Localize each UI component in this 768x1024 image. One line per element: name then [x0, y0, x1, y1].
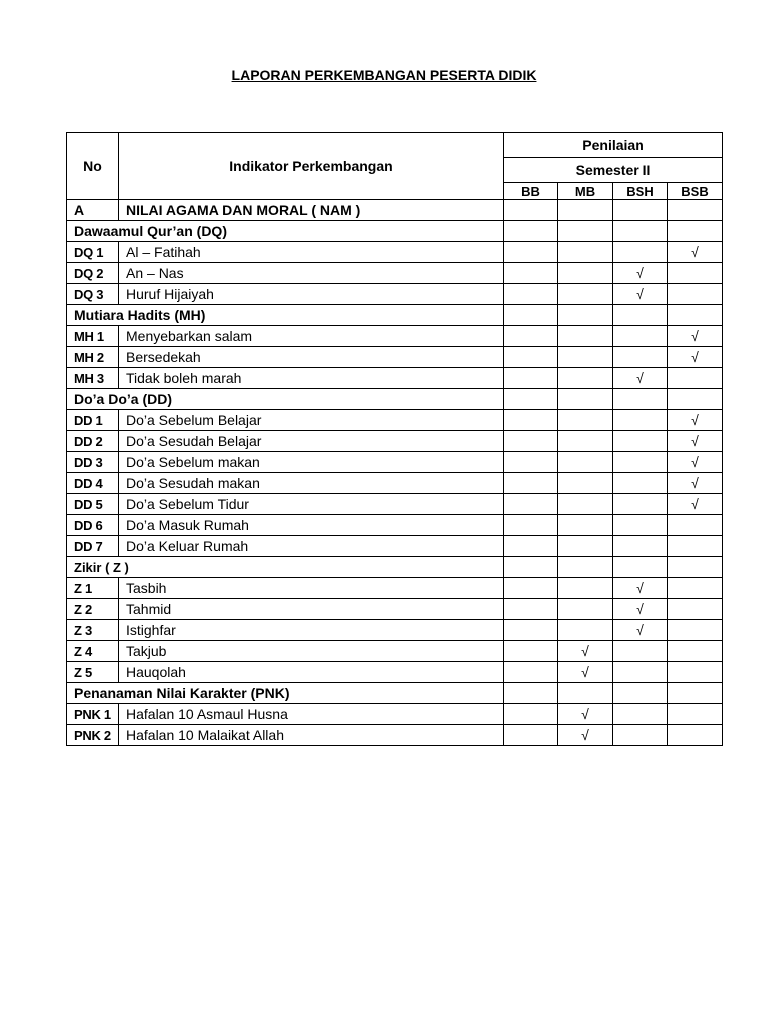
section-row [67, 221, 723, 242]
empty-cell [504, 557, 558, 578]
indicator-label: Istighfar [119, 620, 504, 641]
mark-cell-bsh [613, 284, 668, 305]
mark-cell-bb [504, 578, 558, 599]
mark-cell-bb [504, 326, 558, 347]
mark-cell-mb [558, 242, 613, 263]
mark-cell-bsb [668, 326, 723, 347]
header-indicator: Indikator Perkembangan [119, 133, 504, 200]
mark-cell-bsh [613, 347, 668, 368]
indicator-code: Z 1 [67, 578, 119, 599]
mark-cell-bsb [668, 515, 723, 536]
indicator-label: Huruf Hijaiyah [119, 284, 504, 305]
table-row [67, 641, 723, 662]
check-mark: √ [691, 327, 699, 344]
check-mark: √ [691, 348, 699, 365]
mark-cell-bsb [668, 599, 723, 620]
indicator-label: Hafalan 10 Malaikat Allah [119, 725, 504, 746]
table-row [67, 347, 723, 368]
empty-cell [668, 683, 723, 704]
mark-cell-bb [504, 641, 558, 662]
empty-cell [558, 200, 613, 221]
mark-cell-bsh [613, 515, 668, 536]
indicator-code: DD 4 [67, 473, 119, 494]
mark-cell-bsh [613, 704, 668, 725]
header-level-bsb: BSB [668, 183, 723, 200]
mark-cell-mb [558, 725, 613, 746]
mark-cell-mb [558, 641, 613, 662]
empty-cell [558, 305, 613, 326]
mark-cell-mb [558, 452, 613, 473]
indicator-label: Do’a Sesudah Belajar [119, 431, 504, 452]
check-mark: √ [636, 285, 644, 302]
mark-cell-bsb [668, 284, 723, 305]
indicator-label: Menyebarkan salam [119, 326, 504, 347]
indicator-code: MH 2 [67, 347, 119, 368]
mark-cell-bb [504, 725, 558, 746]
table-row [67, 368, 723, 389]
mark-cell-bsh [613, 473, 668, 494]
mark-cell-bsh [613, 662, 668, 683]
mark-cell-bsh [613, 620, 668, 641]
table-row [67, 326, 723, 347]
indicator-code: DD 1 [67, 410, 119, 431]
section-row [67, 557, 723, 578]
indicator-code: Z 5 [67, 662, 119, 683]
group-code: A [67, 200, 119, 221]
table-row [67, 410, 723, 431]
indicator-code: DQ 2 [67, 263, 119, 284]
indicator-label: Tidak boleh marah [119, 368, 504, 389]
header-row-penilaian [67, 133, 723, 158]
check-mark: √ [636, 264, 644, 281]
mark-cell-bsh [613, 494, 668, 515]
indicator-label: Do’a Masuk Rumah [119, 515, 504, 536]
mark-cell-bsb [668, 725, 723, 746]
table-row [67, 242, 723, 263]
mark-cell-bsb [668, 704, 723, 725]
check-mark: √ [691, 432, 699, 449]
mark-cell-bsb [668, 641, 723, 662]
mark-cell-bsb [668, 494, 723, 515]
table-row [67, 620, 723, 641]
mark-cell-bsh [613, 641, 668, 662]
mark-cell-bb [504, 242, 558, 263]
table-row [67, 473, 723, 494]
indicator-label: Hafalan 10 Asmaul Husna [119, 704, 504, 725]
check-mark: √ [636, 621, 644, 638]
mark-cell-bsb [668, 242, 723, 263]
assessment-table [66, 132, 723, 746]
mark-cell-bsh [613, 536, 668, 557]
mark-cell-mb [558, 431, 613, 452]
indicator-label: Hauqolah [119, 662, 504, 683]
table-row [67, 431, 723, 452]
check-mark: √ [691, 453, 699, 470]
indicator-code: DQ 1 [67, 242, 119, 263]
group-title: NILAI AGAMA DAN MORAL ( NAM ) [119, 200, 504, 221]
mark-cell-bb [504, 620, 558, 641]
mark-cell-mb [558, 578, 613, 599]
check-mark: √ [636, 600, 644, 617]
header-no: No [67, 133, 119, 200]
empty-cell [613, 389, 668, 410]
indicator-code: DD 6 [67, 515, 119, 536]
mark-cell-bsb [668, 662, 723, 683]
mark-cell-mb [558, 347, 613, 368]
section-title: Dawaamul Qur’an (DQ) [67, 221, 504, 242]
mark-cell-bb [504, 599, 558, 620]
table-row [67, 578, 723, 599]
mark-cell-mb [558, 368, 613, 389]
mark-cell-bsb [668, 452, 723, 473]
mark-cell-mb [558, 536, 613, 557]
mark-cell-mb [558, 599, 613, 620]
empty-cell [504, 389, 558, 410]
mark-cell-bsb [668, 368, 723, 389]
header-level-bsh: BSH [613, 183, 668, 200]
check-mark: √ [581, 726, 589, 743]
empty-cell [613, 683, 668, 704]
indicator-label: Do’a Keluar Rumah [119, 536, 504, 557]
mark-cell-bsb [668, 473, 723, 494]
mark-cell-bb [504, 473, 558, 494]
section-title: Do’a Do’a (DD) [67, 389, 504, 410]
indicator-code: Z 4 [67, 641, 119, 662]
table-row [67, 725, 723, 746]
mark-cell-bb [504, 284, 558, 305]
mark-cell-bsh [613, 263, 668, 284]
mark-cell-mb [558, 326, 613, 347]
indicator-label: Do’a Sebelum Tidur [119, 494, 504, 515]
check-mark: √ [581, 663, 589, 680]
table-row [67, 515, 723, 536]
mark-cell-bsh [613, 242, 668, 263]
group-row [67, 200, 723, 221]
indicator-label: Do’a Sesudah makan [119, 473, 504, 494]
indicator-code: DD 5 [67, 494, 119, 515]
mark-cell-bb [504, 536, 558, 557]
check-mark: √ [581, 642, 589, 659]
mark-cell-mb [558, 494, 613, 515]
check-mark: √ [691, 474, 699, 491]
indicator-code: MH 3 [67, 368, 119, 389]
indicator-label: An – Nas [119, 263, 504, 284]
mark-cell-bsh [613, 578, 668, 599]
mark-cell-bsh [613, 599, 668, 620]
mark-cell-bsh [613, 452, 668, 473]
mark-cell-bb [504, 431, 558, 452]
check-mark: √ [691, 495, 699, 512]
mark-cell-bsh [613, 410, 668, 431]
empty-cell [613, 221, 668, 242]
indicator-label: Bersedekah [119, 347, 504, 368]
empty-cell [558, 683, 613, 704]
indicator-code: PNK 1 [67, 704, 119, 725]
mark-cell-mb [558, 704, 613, 725]
mark-cell-bsb [668, 536, 723, 557]
indicator-code: DD 2 [67, 431, 119, 452]
empty-cell [558, 389, 613, 410]
indicator-label: Al – Fatihah [119, 242, 504, 263]
empty-cell [504, 305, 558, 326]
mark-cell-bb [504, 368, 558, 389]
empty-cell [613, 200, 668, 221]
indicator-code: Z 3 [67, 620, 119, 641]
indicator-label: Tasbih [119, 578, 504, 599]
table-row [67, 704, 723, 725]
indicator-label: Takjub [119, 641, 504, 662]
mark-cell-bsh [613, 725, 668, 746]
indicator-label: Do’a Sebelum Belajar [119, 410, 504, 431]
empty-cell [668, 200, 723, 221]
mark-cell-mb [558, 263, 613, 284]
table-row [67, 599, 723, 620]
mark-cell-bb [504, 704, 558, 725]
empty-cell [668, 557, 723, 578]
table-row [67, 263, 723, 284]
indicator-code: DQ 3 [67, 284, 119, 305]
empty-cell [558, 221, 613, 242]
table-row [67, 662, 723, 683]
empty-cell [504, 683, 558, 704]
empty-cell [668, 221, 723, 242]
check-mark: √ [691, 243, 699, 260]
check-mark: √ [636, 369, 644, 386]
mark-cell-bsh [613, 368, 668, 389]
table-row [67, 494, 723, 515]
mark-cell-bsb [668, 620, 723, 641]
mark-cell-mb [558, 410, 613, 431]
header-semester: Semester II [504, 158, 723, 183]
report-title: LAPORAN PERKEMBANGAN PESERTA DIDIK [231, 67, 537, 83]
mark-cell-bsb [668, 578, 723, 599]
mark-cell-bsb [668, 410, 723, 431]
mark-cell-mb [558, 620, 613, 641]
indicator-code: DD 7 [67, 536, 119, 557]
section-row [67, 305, 723, 326]
mark-cell-bb [504, 347, 558, 368]
mark-cell-bb [504, 452, 558, 473]
check-mark: √ [581, 705, 589, 722]
empty-cell [668, 389, 723, 410]
section-title: Penanaman Nilai Karakter (PNK) [67, 683, 504, 704]
mark-cell-bb [504, 515, 558, 536]
indicator-label: Do’a Sebelum makan [119, 452, 504, 473]
mark-cell-mb [558, 473, 613, 494]
check-mark: √ [636, 579, 644, 596]
empty-cell [504, 221, 558, 242]
mark-cell-mb [558, 284, 613, 305]
mark-cell-mb [558, 662, 613, 683]
header-penilaian: Penilaian [504, 133, 723, 158]
assessment-table-body [67, 133, 723, 746]
mark-cell-bb [504, 410, 558, 431]
mark-cell-bb [504, 494, 558, 515]
indicator-label: Tahmid [119, 599, 504, 620]
table-row [67, 452, 723, 473]
mark-cell-bsh [613, 326, 668, 347]
indicator-code: MH 1 [67, 326, 119, 347]
indicator-code: Z 2 [67, 599, 119, 620]
mark-cell-bsb [668, 347, 723, 368]
mark-cell-bb [504, 662, 558, 683]
header-level-mb: MB [558, 183, 613, 200]
section-row [67, 389, 723, 410]
empty-cell [613, 305, 668, 326]
mark-cell-bsh [613, 431, 668, 452]
mark-cell-bsb [668, 431, 723, 452]
empty-cell [558, 557, 613, 578]
section-title: Mutiara Hadits (MH) [67, 305, 504, 326]
section-title: Zikir ( Z ) [67, 557, 504, 578]
header-level-bb: BB [504, 183, 558, 200]
indicator-code: DD 3 [67, 452, 119, 473]
mark-cell-bb [504, 263, 558, 284]
empty-cell [504, 200, 558, 221]
indicator-code: PNK 2 [67, 725, 119, 746]
empty-cell [668, 305, 723, 326]
empty-cell [613, 557, 668, 578]
table-row [67, 284, 723, 305]
section-row [67, 683, 723, 704]
table-row [67, 536, 723, 557]
check-mark: √ [691, 411, 699, 428]
mark-cell-mb [558, 515, 613, 536]
mark-cell-bsb [668, 263, 723, 284]
